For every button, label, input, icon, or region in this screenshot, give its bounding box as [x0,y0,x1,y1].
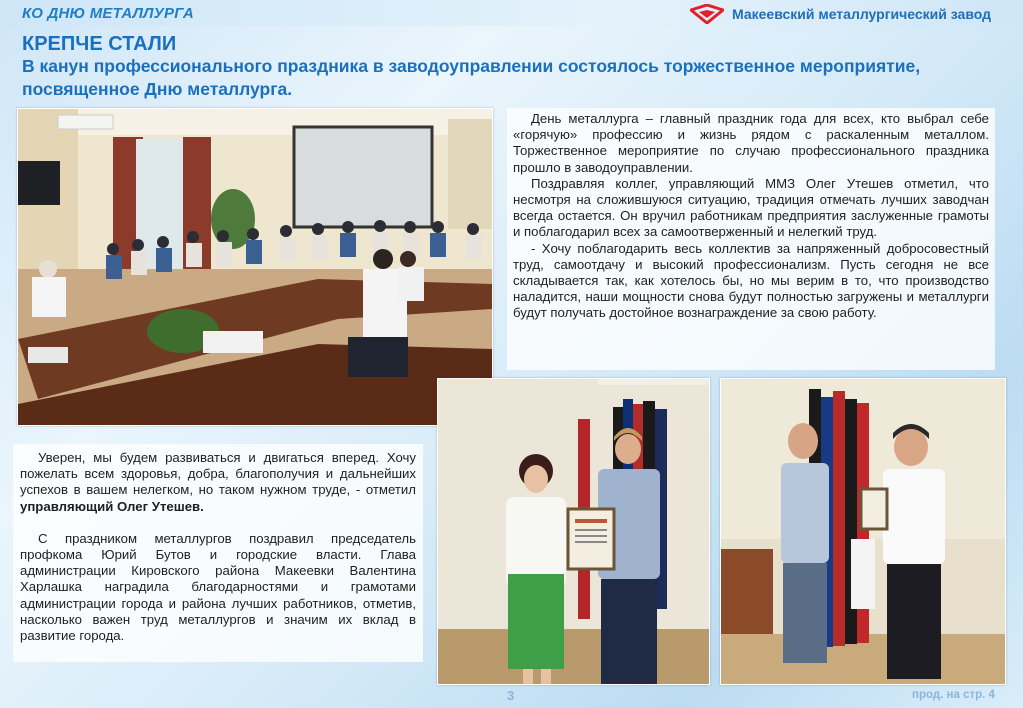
meeting-room-photo [17,108,493,426]
continued-link: прод. на стр. 4 [912,689,995,701]
company-logo [690,3,991,25]
award-photo-2 [720,378,1006,685]
page-number: 3 [507,688,515,703]
quote-text: Уверен, мы будем развиваться и двигаться вперед. Хочу пожелать всем здоровья, добра, благополучия и дальнейших успехов в вашем нелегком, но таком нужном труде, - отметил [20,450,416,498]
company-logo-icon [690,4,724,24]
company-name: Макеевский металлургический завод [732,6,992,22]
award-photo-1 [437,378,710,685]
paragraph: Поздравляя коллег, управляющий ММЗ Олег Утешев отметил, что несмотря на сложившуюся ситуацию, традиция отмечать лучших заводчан всегда остается. Он вручил работникам предприятия заслуженные грамоты и поблагодарил всех за самоотверженный и нелегкий труд. [513,175,989,240]
article-text-left [13,444,423,662]
paragraph [20,450,416,515]
paragraph: - Хочу поблагодарить весь коллектив за напряженный добросовестный труд, самоотдачу и высокий профессионализм. Пусть сегодня не все складывается так, как хотелось бы, но мы верим в то, что производство наладится, наши мощности снова будут полностью загружены и металлурги будут получать достойное вознаграждение за свою работу. [513,240,989,321]
article-subtitle: В канун профессионального праздника в заводоуправлении состоялось торжественное мероприятие, посвященное Дню металлурга. [22,56,921,99]
article-title: КРЕПЧЕ СТАЛИ [22,33,177,55]
article-text-right [507,108,995,370]
paragraph: С праздником металлургов поздравил председатель профкома Юрий Бутов и городские власти. Глава администрации Кировского района Макеевки Валентина Харлашка наградила благодарностями и грамотами администрации города и района лучших работников, отметив, насколько важен труд металлургов и значим их вклад в развитие города. [20,530,416,644]
section-label: КО ДНЮ МЕТАЛЛУРГА [22,5,194,22]
award-photo-2-image [721,379,1005,684]
quote-attribution: управляющий Олег Утешев. [20,498,204,514]
meeting-room-photo-image [18,109,492,425]
paragraph: День металлурга – главный праздник года для всех, кто выбрал себе «горячую» профессию и жизнь рядом с раскаленным металлом. Торжественное мероприятие по случаю профессионального праздника прошло в заводоуправлении. [513,111,989,175]
award-photo-1-image [438,379,709,684]
